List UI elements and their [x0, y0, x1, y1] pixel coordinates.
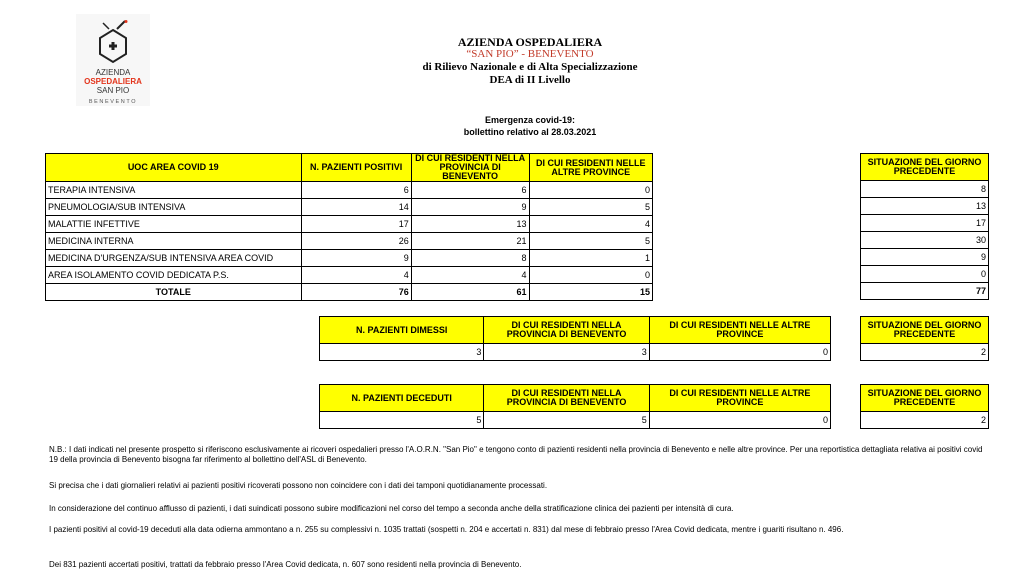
table-row: MEDICINA INTERNA 26 21 5: [46, 233, 653, 250]
col-header-altre: DI CUI RESIDENTI NELLE ALTRE PROVINCE: [649, 385, 830, 412]
logo-line-3: SAN PIO: [96, 86, 130, 95]
table-row: 3 3 0: [320, 344, 831, 361]
col-header-positivi: N. PAZIENTI POSITIVI: [301, 154, 411, 182]
header-line-4: DEA di II Livello: [489, 74, 571, 86]
col-header-bn: DI CUI RESIDENTI NELLA PROVINCIA DI BENEVENTO: [411, 154, 529, 182]
col-header-deceduti: N. PAZIENTI DECEDUTI: [320, 385, 484, 412]
total-row: TOTALE 76 61 15: [46, 284, 653, 301]
table-row: 5 5 0: [320, 412, 831, 429]
note-paragraph: Dei 831 pazienti accertati positivi, trattati da febbraio presso l'Area Covid dedicata, n. 607 sono residenti nella provincia di Benevento.: [49, 560, 522, 569]
col-header-altre: DI CUI RESIDENTI NELLE ALTRE PROVINCE: [529, 154, 652, 182]
logo-line-1: AZIENDA: [95, 68, 131, 77]
header-line-3: di Rilievo Nazionale e di Alta Specializzazione: [422, 61, 638, 73]
header-title: AZIENDA OSPEDALIERA: [457, 35, 603, 49]
deceased-patients-table: [319, 384, 831, 429]
previous-day-deceased-table: SITUAZIONE DEL GIORNO PRECEDENTE 2: [860, 384, 989, 429]
table-row: TERAPIA INTENSIVA 6 6 0: [46, 182, 653, 199]
note-paragraph: N.B.: I dati indicati nel presente prospetto si riferiscono esclusivamente ai ricoveri ospedalieri presso l'A.O.R.N. "San Pio" e tengono conto di pazienti residenti nella provincia di Benevento e nelle altre province. Per una reportistica dettagliata relativa ai positivi covid 19 della provincia di Benevento bisogna far riferimento al bollettino dell'ASL di Benevento.: [49, 445, 983, 464]
col-header-dimessi: N. PAZIENTI DIMESSI: [320, 317, 484, 344]
header-subtitle: “SAN PIO” - BENEVENTO: [466, 48, 594, 60]
col-header-bn: DI CUI RESIDENTI NELLA PROVINCIA DI BENEVENTO: [484, 385, 649, 412]
note-paragraph: I pazienti positivi al covid-19 deceduti alla data odierna ammontano a n. 255 su complessivi n. 1035 trattati (sospetti n. 204 e accertati n. 831) dal mese di febbraio presso l'Area Covid dedicata, mentre i guariti risultano n. 496.: [49, 525, 844, 534]
logo-line-4: BENEVENTO: [88, 99, 138, 105]
previous-day-positive-table: SITUAZIONE DEL GIORNO PRECEDENTE 8 13 17 30 9 0 77: [860, 153, 989, 300]
bulletin-title: Emergenza covid-19:: [484, 115, 576, 125]
table-row: MEDICINA D'URGENZA/SUB INTENSIVA AREA COVID 9 8 1: [46, 250, 653, 267]
col-header-area: UOC AREA COVID 19: [46, 154, 302, 182]
col-header-altre: DI CUI RESIDENTI NELLE ALTRE PROVINCE: [649, 317, 830, 344]
table-row: AREA ISOLAMENTO COVID DEDICATA P.S. 4 4 0: [46, 267, 653, 284]
hexagon-cross-icon: [95, 20, 131, 66]
col-header-bn: DI CUI RESIDENTI NELLA PROVINCIA DI BENEVENTO: [484, 317, 649, 344]
col-header-previous: SITUAZIONE DEL GIORNO PRECEDENTE: [861, 385, 989, 412]
bulletin-date: bollettino relativo al 28.03.2021: [463, 127, 597, 137]
hospital-logo: [76, 14, 150, 106]
previous-day-discharged-table: SITUAZIONE DEL GIORNO PRECEDENTE 2: [860, 316, 989, 361]
discharged-patients-table: [319, 316, 831, 361]
note-paragraph: Si precisa che i dati giornalieri relativi ai pazienti positivi ricoverati possono non coincidere con i dati dei tamponi quotidianamente processati.: [49, 481, 548, 490]
col-header-previous: SITUAZIONE DEL GIORNO PRECEDENTE: [861, 317, 989, 344]
logo-line-2: OSPEDALIERA: [84, 77, 142, 86]
table-row: PNEUMOLOGIA/SUB INTENSIVA 14 9 5: [46, 199, 653, 216]
note-paragraph: In considerazione del continuo afflusso di pazienti, i dati suindicati possono subire modificazioni nel corso del tempo a seconda anche della stratificazione clinica dei pazienti per intensità di cura.: [49, 504, 734, 513]
col-header-previous: SITUAZIONE DEL GIORNO PRECEDENTE: [861, 154, 989, 181]
table-row: MALATTIE INFETTIVE 17 13 4: [46, 216, 653, 233]
positive-patients-table: [45, 153, 653, 301]
